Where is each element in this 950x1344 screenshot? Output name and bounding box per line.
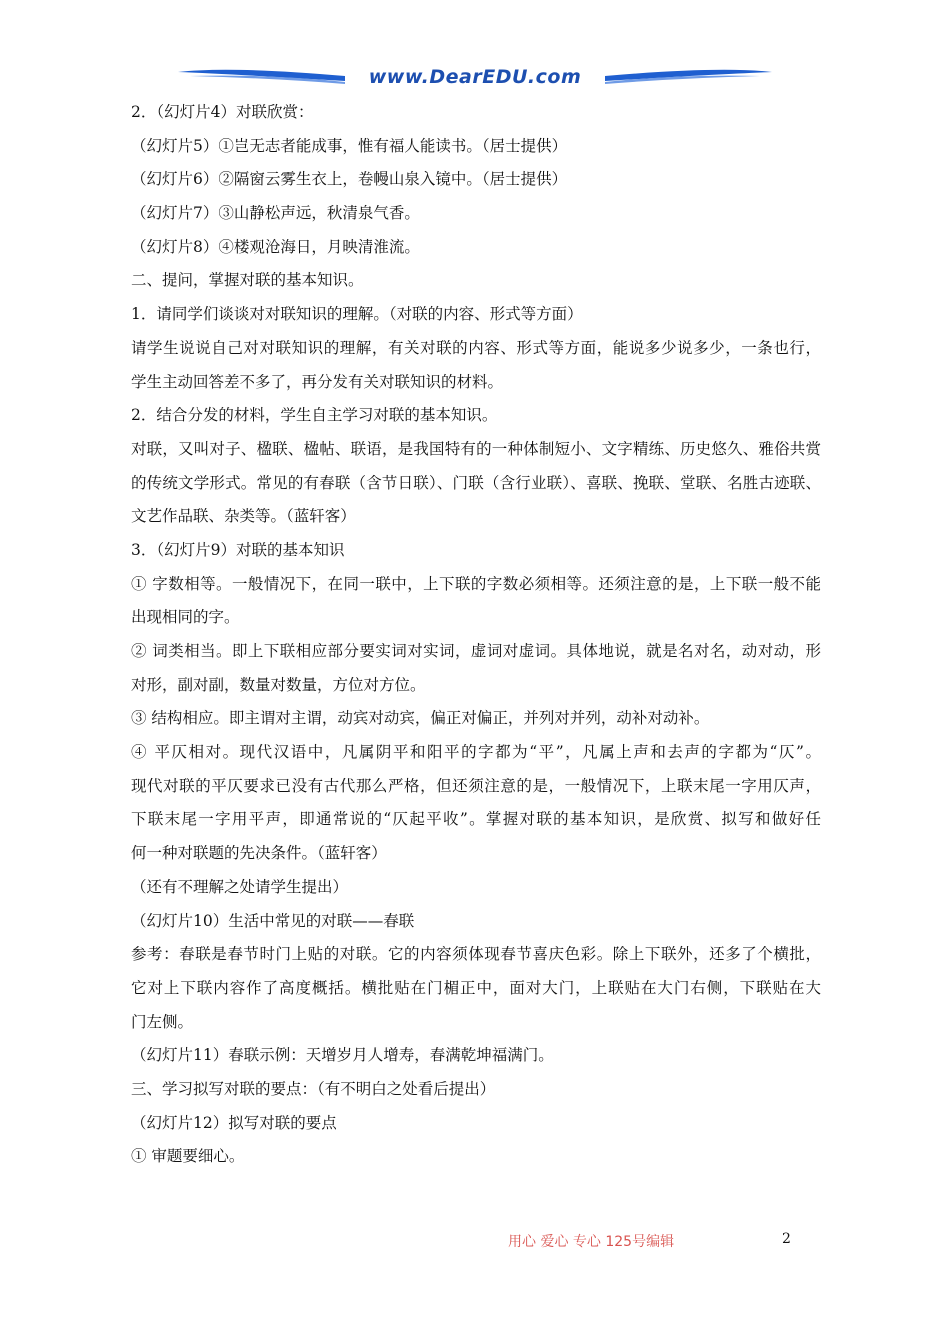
text-line: 对联，又叫对子、楹联、楹帖、联语，是我国特有的一种体制短小、文字精练、历史悠久、雅俗共赏 (131, 439, 821, 458)
text-line: 对形，副对副，数量对数量，方位对方位。 (131, 675, 426, 694)
text-line: 3．（幻灯片9）对联的基本知识 (131, 540, 345, 559)
page-number: 2 (782, 1231, 791, 1247)
text-line: （幻灯片11）春联示例：天增岁月人增寿，春满乾坤福满门。 (131, 1046, 554, 1065)
text-line: ① 字数相等。一般情况下，在同一联中，上下联的字数必须相等。还须注意的是，上下联一般不能 (131, 574, 821, 593)
text-line: 下联末尾一字用平声，即通常说的“仄起平收”。掌握对联的基本知识，是欣赏、拟写和做好任 (131, 810, 821, 829)
text-line: （幻灯片6）②隔窗云雾生衣上，卷幔山泉入镜中。（居士提供） (131, 170, 568, 189)
text-line: 参考：春联是春节时门上贴的对联。它的内容须体现春节喜庆色彩。除上下联外，还多了个横批， (131, 945, 821, 964)
text-line: ② 词类相当。即上下联相应部分要实词对实词，虚词对虚词。具体地说，就是名对名，动对动，形 (131, 642, 821, 660)
footer-tagline: 用心 爱心 专心 125号编辑 (508, 1234, 675, 1250)
text-line: （幻灯片12）拟写对联的要点 (131, 1113, 337, 1132)
text-line: 学生主动回答差不多了，再分发有关对联知识的材料。 (131, 372, 504, 391)
text-line: 何一种对联题的先决条件。（蓝轩客） (131, 844, 387, 863)
text-line: （还有不理解之处请学生提出） (131, 877, 349, 896)
text-line: 文艺作品联、杂类等。（蓝轩客） (131, 507, 356, 526)
text-line: 出现相同的字。 (131, 608, 240, 627)
text-line: （幻灯片5）①岂无志者能成事，惟有福人能读书。（居士提供） (131, 136, 568, 155)
section-heading: 二、提问，掌握对联的基本知识。 (131, 271, 364, 290)
text-line: ① 审题要细心。 (131, 1147, 245, 1166)
text-line: 的传统文学形式。常见的有春联（含节日联）、门联（含行业联）、喜联、挽联、堂联、名胜古迹联、 (131, 473, 821, 492)
site-header-banner (170, 60, 780, 98)
text-line: 2．（幻灯片4）对联欣赏： (131, 103, 314, 121)
text-line: 1．请同学们谈谈对对联知识的理解。（对联的内容、形式等方面） (131, 305, 583, 324)
text-line: ④ 平仄相对。现代汉语中，凡属阴平和阳平的字都为“平”，凡属上声和去声的字都为“仄”。 (131, 743, 821, 762)
document-body (131, 96, 821, 1174)
text-line: 它对上下联内容作了高度概括。横批贴在门楣正中，面对大门，上联贴在大门右侧，下联贴在大 (131, 978, 821, 997)
text-line: ③ 结构相应。即主谓对主谓，动宾对动宾，偏正对偏正，并列对并列，动补对动补。 (131, 709, 710, 728)
text-line: （幻灯片10）生活中常见的对联——春联 (131, 911, 415, 930)
text-line: 门左侧。 (131, 1012, 194, 1031)
text-line: 请学生说说自己对对联知识的理解，有关对联的内容、形式等方面，能说多少说多少，一条也行， (131, 338, 821, 357)
text-line: （幻灯片8）④楼观沧海日，月映清淮流。 (131, 237, 420, 256)
section-heading: 三、学习拟写对联的要点：（有不明白之处看后提出） (131, 1079, 496, 1098)
text-line: （幻灯片7）③山静松声远，秋清泉气香。 (131, 204, 420, 223)
text-line: 2．结合分发的材料，学生自主学习对联的基本知识。 (131, 406, 498, 425)
site-url: www.DearEDU.com (368, 66, 582, 88)
text-line: 现代对联的平仄要求已没有古代那么严格，但还须注意的是，一般情况下，上联末尾一字用仄声， (131, 776, 821, 795)
